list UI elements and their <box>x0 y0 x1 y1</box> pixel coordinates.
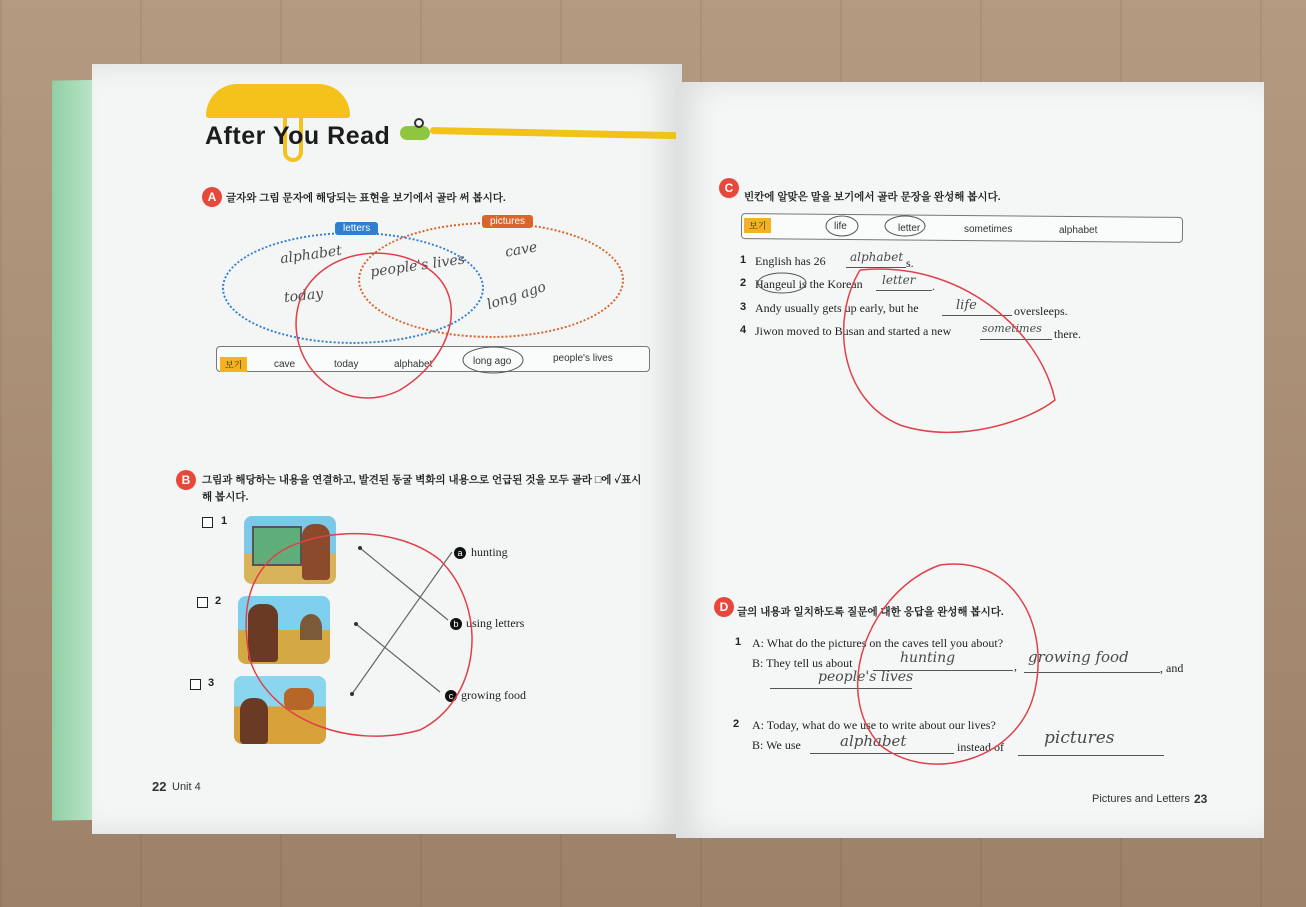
match-dot <box>354 622 358 626</box>
question-text: A: Today, what do we use to write about our lives? <box>752 718 996 732</box>
option-marker: a <box>454 547 466 559</box>
sentence-text: , and <box>1160 661 1184 675</box>
section-d-instruction: 글의 내용과 일치하도록 질문에 대한 응답을 완성해 봅시다. <box>737 606 1004 618</box>
item-number: 3 <box>208 677 215 689</box>
word-box-item: cave <box>274 359 296 370</box>
section-a-badge: A <box>202 187 222 207</box>
comma: , <box>1014 659 1017 673</box>
handwritten-answer: growing food <box>1028 648 1129 666</box>
option-text: using letters <box>466 616 525 630</box>
section-b-badge: B <box>176 470 196 490</box>
handwritten-answer: hunting <box>900 650 956 666</box>
handwritten-answer: people's lives <box>369 251 466 281</box>
handwritten-answer: people's lives <box>818 669 914 685</box>
item-number: 1 <box>735 636 742 648</box>
option-text: growing food <box>461 688 526 702</box>
page-title: After You Read <box>205 122 391 150</box>
handwritten-answer: alphabet <box>840 732 907 750</box>
handwritten-answer: long ago <box>485 278 549 314</box>
match-dot <box>358 546 362 550</box>
answer-prefix: B: We use <box>752 738 801 752</box>
option-marker: b <box>450 618 462 630</box>
handwritten-answer: pictures <box>1044 728 1115 748</box>
item-number: 4 <box>740 324 747 336</box>
item-number: 2 <box>740 277 747 289</box>
word-box-item: people's lives <box>553 353 613 364</box>
handwritten-answer: alphabet <box>850 250 904 264</box>
red-pen-scribble <box>858 564 1038 764</box>
red-pen-scribble <box>246 534 472 737</box>
matching-line <box>360 548 448 620</box>
sentence-text: Hangeul is the Korean <box>755 277 863 291</box>
page-number-right: 23 <box>1194 792 1208 806</box>
item-number: 3 <box>740 301 747 313</box>
red-pen-scribble <box>296 253 451 398</box>
word-box-item: alphabet <box>1059 225 1098 236</box>
chapter-title-footer: Pictures and Letters <box>1092 793 1190 805</box>
word-box-item: letter <box>898 223 921 234</box>
question-text: A: What do the pictures on the caves tell you about? <box>752 636 1004 650</box>
option-marker: c <box>445 690 457 702</box>
answer-prefix: B: They tell us about <box>752 656 853 670</box>
match-dot <box>350 692 354 696</box>
handwritten-answer: cave <box>503 239 539 261</box>
word-box-item: long ago <box>473 356 512 367</box>
section-d-badge: D <box>714 597 734 617</box>
pictures-tag: pictures <box>482 215 533 228</box>
red-pen-scribble <box>844 269 1055 432</box>
section-b-instruction: 그림과 해당하는 내용을 연결하고, 발견된 동굴 벽화의 내용으로 언급된 것을 모두 골라 □에 ✓표시 <box>202 474 642 486</box>
word-box-item: alphabet <box>394 359 433 370</box>
letters-tag: letters <box>335 222 378 235</box>
unit-label: Unit 4 <box>172 781 201 793</box>
matching-line <box>356 624 440 692</box>
pencil-circle <box>885 216 925 236</box>
handwritten-answer: letter <box>882 273 916 287</box>
item-number: 1 <box>740 254 747 266</box>
handwritten-answer: sometimes <box>982 322 1042 335</box>
word-box-item: today <box>334 359 359 370</box>
sentence-text: Andy usually gets up early, but he <box>755 301 919 315</box>
word-box-label: 보기 <box>220 357 247 372</box>
pencil-circle <box>826 216 858 236</box>
option-text: hunting <box>471 545 508 559</box>
sentence-text: there. <box>1054 327 1081 341</box>
sentence-text: instead of <box>957 740 1004 754</box>
sentence-text: . <box>932 279 935 293</box>
handwritten-answer: today <box>283 285 325 307</box>
section-a-instruction: 글자와 그림 문자에 해당되는 표현을 보기에서 골라 써 봅시다. <box>226 192 506 204</box>
sentence-text: Jiwon moved to Busan and started a new <box>755 324 952 338</box>
item-number: 2 <box>215 595 222 607</box>
section-c-badge: C <box>719 178 739 198</box>
section-b-instruction: 해 봅시다. <box>202 491 249 503</box>
matching-line <box>352 552 452 694</box>
pencil-circle <box>463 347 523 373</box>
word-box-label: 보기 <box>744 218 771 233</box>
section-c-instruction: 빈칸에 알맞은 말을 보기에서 골라 문장을 완성해 봅시다. <box>744 191 1001 203</box>
word-box-item: sometimes <box>964 224 1013 235</box>
handwritten-answer: alphabet <box>279 242 343 268</box>
sentence-text: s. <box>906 256 914 270</box>
sentence-text: English has 26 <box>755 254 826 268</box>
page-number-left: 22 <box>152 779 167 794</box>
item-number: 2 <box>733 718 740 730</box>
handwritten-answer: life <box>956 298 977 313</box>
word-box-item: life <box>834 221 847 232</box>
sentence-text: oversleeps. <box>1014 304 1068 318</box>
item-number: 1 <box>221 515 228 527</box>
pencil-circle <box>758 273 806 293</box>
